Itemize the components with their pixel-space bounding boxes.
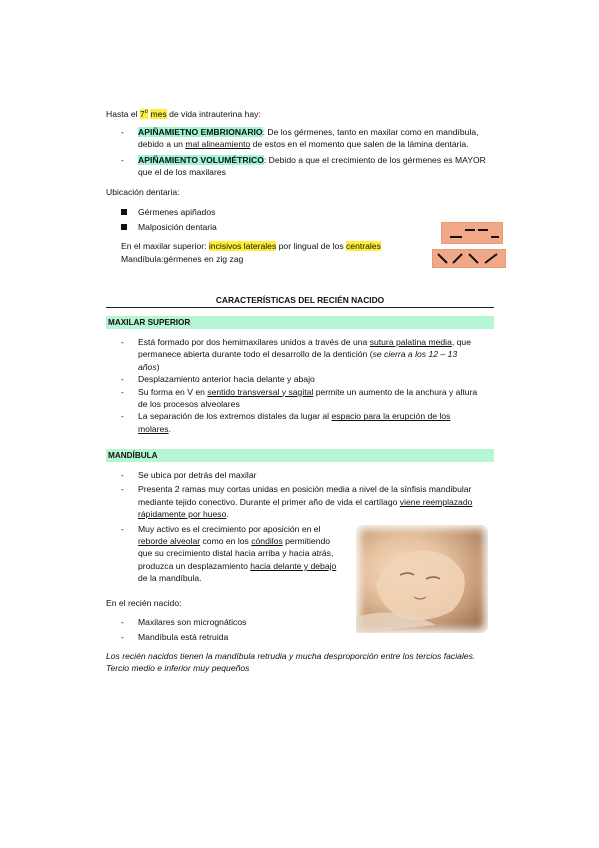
- list-item: Malposición dentaria: [138, 221, 217, 233]
- title-divider: [106, 307, 494, 308]
- mandibula-line: Mandíbula:gérmenes en zig zag: [121, 254, 244, 264]
- term-apinamiento-volumetrico: APIÑAMIENTO VOLUMÉTRICO: [138, 154, 264, 165]
- recien-note: Los recién nacidos tienen la mandíbula retrudia y mucha desproporción entre los tercios faciales. Tercio medio e inferior muy pequeños: [106, 651, 476, 674]
- teeth-zigzag-icon: [432, 249, 506, 268]
- square-bullet-icon: [121, 224, 127, 230]
- list-item: Gérmenes apiñados: [138, 206, 217, 218]
- list-item: - Está formado por dos hemimaxilares unidos a través de una sutura palatina media, que permanece abierta durante todo el desarrollo de la dentición (se cierra a los 12 – 13 años): [121, 337, 471, 372]
- square-bullet-icon: [121, 209, 127, 215]
- recien-list: [121, 616, 247, 644]
- ubicacion-heading: Ubicación dentaria:: [106, 187, 180, 197]
- list-item: - Desplazamiento anterior hacia delante y abajo: [121, 374, 315, 385]
- ubicacion-list: [138, 206, 217, 234]
- highlight-7: 7$^o$: [139, 108, 149, 119]
- term-apinamiento-embrionario: APIÑAMIETNO EMBRIONARIO: [138, 127, 263, 137]
- list-item: - Su forma en V en sentido transversal y sagital permite un aumento de la anchura y altura de los procesos alveolares: [121, 386, 478, 410]
- recien-heading: En el recién nacido:: [106, 598, 182, 608]
- list-item: - Mandíbula está retruida: [121, 632, 229, 643]
- list-item: - La separación de los extremos distales da lugar al espacio para la erupción de los molares.: [121, 411, 451, 434]
- list-item: - Presenta 2 ramas muy cortas unidas en posición media a nivel de la sínfisis mandibular mediante tejido conectivo. Durante el primer año de vida el cartílago viene reemplazado rápidamente por hueso.: [121, 484, 473, 520]
- section-mandibula: MANDÍBULA: [106, 449, 494, 462]
- section-maxilar-superior: MAXILAR SUPERIOR: [106, 316, 494, 329]
- list-item: - Maxilares son micrognáticos: [121, 617, 247, 627]
- apinamiento-list: [121, 126, 498, 179]
- highlight-mes: mes: [150, 108, 167, 119]
- maxilar-superior-line: En el maxilar superior: incisivos laterales por lingual de los centrales: [121, 241, 381, 251]
- intro-line: Hasta el 7$^o$ mes de vida intrauterina hay:: [106, 108, 261, 119]
- list-item: - APIÑAMIENTO VOLUMÉTRICO: Debido a que el crecimiento de los gérmenes es MAYOR que el de los maxilares: [121, 154, 486, 178]
- list-item: - Se ubica por detrás del maxilar: [121, 470, 257, 480]
- page-title: CARACTERÍSTICAS DEL RECIÉN NACIDO: [215, 295, 385, 305]
- list-item: - Muy activo es el crecimiento por aposición en el reborde alveolar como en los cóndilos permitiendo que su crecimiento distal hacia arriba y hacia atrás, produzca un desplazamiento hacia delante y debajo de la mandíbula.: [121, 523, 337, 584]
- list-item: - APIÑAMIETNO EMBRIONARIO: De los gérmenes, tanto en maxilar como en mandíbula, debido a un mal alineamiento de estos en el momento que salen de la lámina dentaria.: [121, 127, 479, 150]
- baby-photo: [356, 525, 488, 633]
- teeth-aligned-icon: [441, 222, 503, 244]
- maxilar-list: [121, 336, 494, 435]
